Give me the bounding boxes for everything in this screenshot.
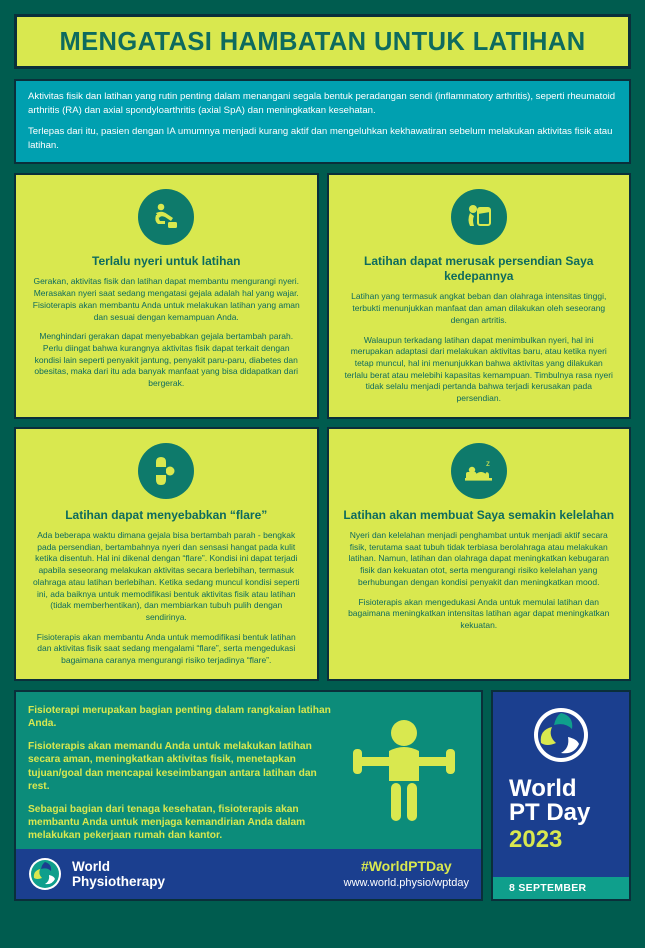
badge-line-1: World — [509, 774, 577, 802]
svg-text:z: z — [485, 458, 490, 468]
badge-year: 2023 — [509, 825, 563, 853]
world-pt-day-badge — [491, 690, 631, 901]
bottom-message-panel — [14, 690, 483, 901]
card-paragraph-2: Walaupun terkadang latihan dapat menimbulkan nyeri, hal ini merupakan adaptasi dari melakukan aktivitas baru, atau ketika nyeri tetap muncul, hal ini menunjukkan bahwa aktivitas yang dilakukan terlalu berat atau melebihi kapasitas kemampuan. Timbulnya rasa nyeri tidak selalu menjadi pertanda bahwa terjadi kerusakan pada persendian. — [344, 334, 613, 404]
person-sleeping-icon — [451, 443, 507, 499]
website-url[interactable]: www.world.physio/wptday — [343, 877, 469, 890]
bottom-section — [14, 690, 631, 901]
card-heading: Terlalu nyeri untuk latihan — [92, 254, 241, 269]
card-paragraph-2: Menghindari gerakan dapat menyebabkan gejala bertambah parah. Perlu diingat bahwa kurangnya aktivitas fisik dapat terkait dengan kondisi lain seperti penyakit jantung, penyakit paru-paru, diabetes dan obesitas, maka dari itu ada banyak manfaat yang bisa didapatkan dari bergerak. — [34, 331, 299, 389]
card-fatigue — [327, 427, 632, 681]
card-flare — [14, 427, 319, 681]
org-name-line-2: Physiotherapy — [72, 873, 166, 889]
card-paragraph-1: Gerakan, aktivitas fisik dan latihan dapat membantu mengurangi nyeri. Merasakan nyeri saat sedang mengatasi gejala adalah hal yang wajar. Fisioterapis akan membantu Anda untuk melakukan latihan yang aman dan sesuai dengan kemampuan Anda. — [32, 276, 300, 322]
bottom-paragraph-1: Fisioterapi merupakan bagian penting dalam rangkaian latihan Anda. — [28, 704, 331, 730]
card-paragraph-2: Fisioterapis akan mengedukasi Anda untuk memulai latihan dan bagaimana meningkatkan intensitas latihan agar dapat meningkatkan kekuatan. — [348, 596, 610, 630]
card-paragraph-1: Ada beberapa waktu dimana gejala bisa bertambah parah - bengkak pada persendian, bertambahnya nyeri dan sensasi hangat pada kulit ketika disentuh. Hal ini dikenal dengan “flare”. Kondisi ini dapat terjadi apabila seseorang melakukan aktivitas secara berlebihan, termasuk olahraga atau latihan berlebihan. Ketika sedang muncul kondisi seperti ini, ada baiknya untuk memodifikasi bentuk aktivitas fisik atau latihan (tidak memberhentikan), dan membiarkan tubuh pulih dengan sendirinya. — [32, 529, 300, 622]
knee-joint-icon — [138, 443, 194, 499]
card-paragraph-1: Nyeri dan kelelahan menjadi penghambat untuk menjadi aktif secara fisik, terutama saat tubuh tidak terbiasa berolahraga atau melakukan latihan. Namun, latihan dan olahraga dapat meningkatkan kebugaran fisik dan kekuatan otot, serta mengurangi risiko kelelahan yang berhubungan dengan kondisi penyakit dan meningkatkan mood. — [348, 529, 609, 587]
badge-date: 8 SEPTEMBER — [493, 877, 629, 899]
card-heading: Latihan dapat merusak persendian Saya kedepannya — [364, 254, 594, 284]
card-paragraph-1: Latihan yang termasuk angkat beban dan olahraga intensitas tinggi, terbukti menunjukkan manfaat dan aman dilakukan oleh seseorang dengan artritis. — [351, 291, 607, 325]
intro-paragraph-2: Terlepas dari itu, pasien dengan IA umumnya menjadi kurang aktif dan mengeluhkan kekhawatiran sebelum melakukan aktivitas fisik atau latihan. — [28, 126, 613, 151]
world-physiotherapy-logo-band — [16, 849, 481, 899]
org-name-line-1: World — [72, 858, 110, 874]
bottom-paragraph-3: Sebagai bagian dari tenaga kesehatan, fisioterapis akan membantu Anda untuk menjaga kemandirian Anda dalam melakukan pekerjaan rumah dan kantor. — [28, 803, 306, 842]
world-physiotherapy-logo-icon — [28, 857, 62, 891]
title-banner — [14, 14, 631, 69]
person-stretching-icon — [138, 189, 194, 245]
card-pain-too-much — [14, 173, 319, 418]
badge-line-2: PT Day — [509, 798, 591, 826]
exercising-person-icon — [339, 704, 469, 843]
world-pt-day-logo-icon — [532, 706, 590, 769]
intro-block — [14, 79, 631, 164]
intro-paragraph-1: Aktivitas fisik dan latihan yang rutin penting dalam menangani segala bentuk peradangan sendi (inflammatory arthritis), seperti rheumatoid arthritis (RA) dan axial spondyloarthritis (axial SpA) dan meningkatkan kesehatan. — [28, 91, 616, 116]
card-joint-damage — [327, 173, 632, 418]
world-physiotherapy-wordmark — [72, 859, 165, 889]
bottom-paragraph-2: Fisioterapis akan memandu Anda untuk melakukan latihan secara aman, meningkatkan aktivitas fisik, menetapkan tujuan/goal dan mencapai keseimbangan antara latihan dan rest. — [28, 740, 317, 793]
card-heading: Latihan akan membuat Saya semakin kelelahan — [343, 507, 615, 522]
card-paragraph-2: Fisioterapis akan membantu Anda untuk memodifikasi bentuk latihan dan aktivitas fisik saat sedang mengalami “flare”, serta mengedukasi bagaimana caranya mengurangi risiko terjadinya “flare”. — [36, 631, 296, 666]
shoulder-joint-icon — [451, 189, 507, 245]
hashtag-text: #WorldPTDay — [360, 858, 452, 875]
cards-grid — [14, 173, 631, 680]
page-title: MENGATASI HAMBATAN UNTUK LATIHAN — [59, 28, 586, 56]
card-heading: Latihan dapat menyebabkan “flare” — [65, 507, 268, 522]
